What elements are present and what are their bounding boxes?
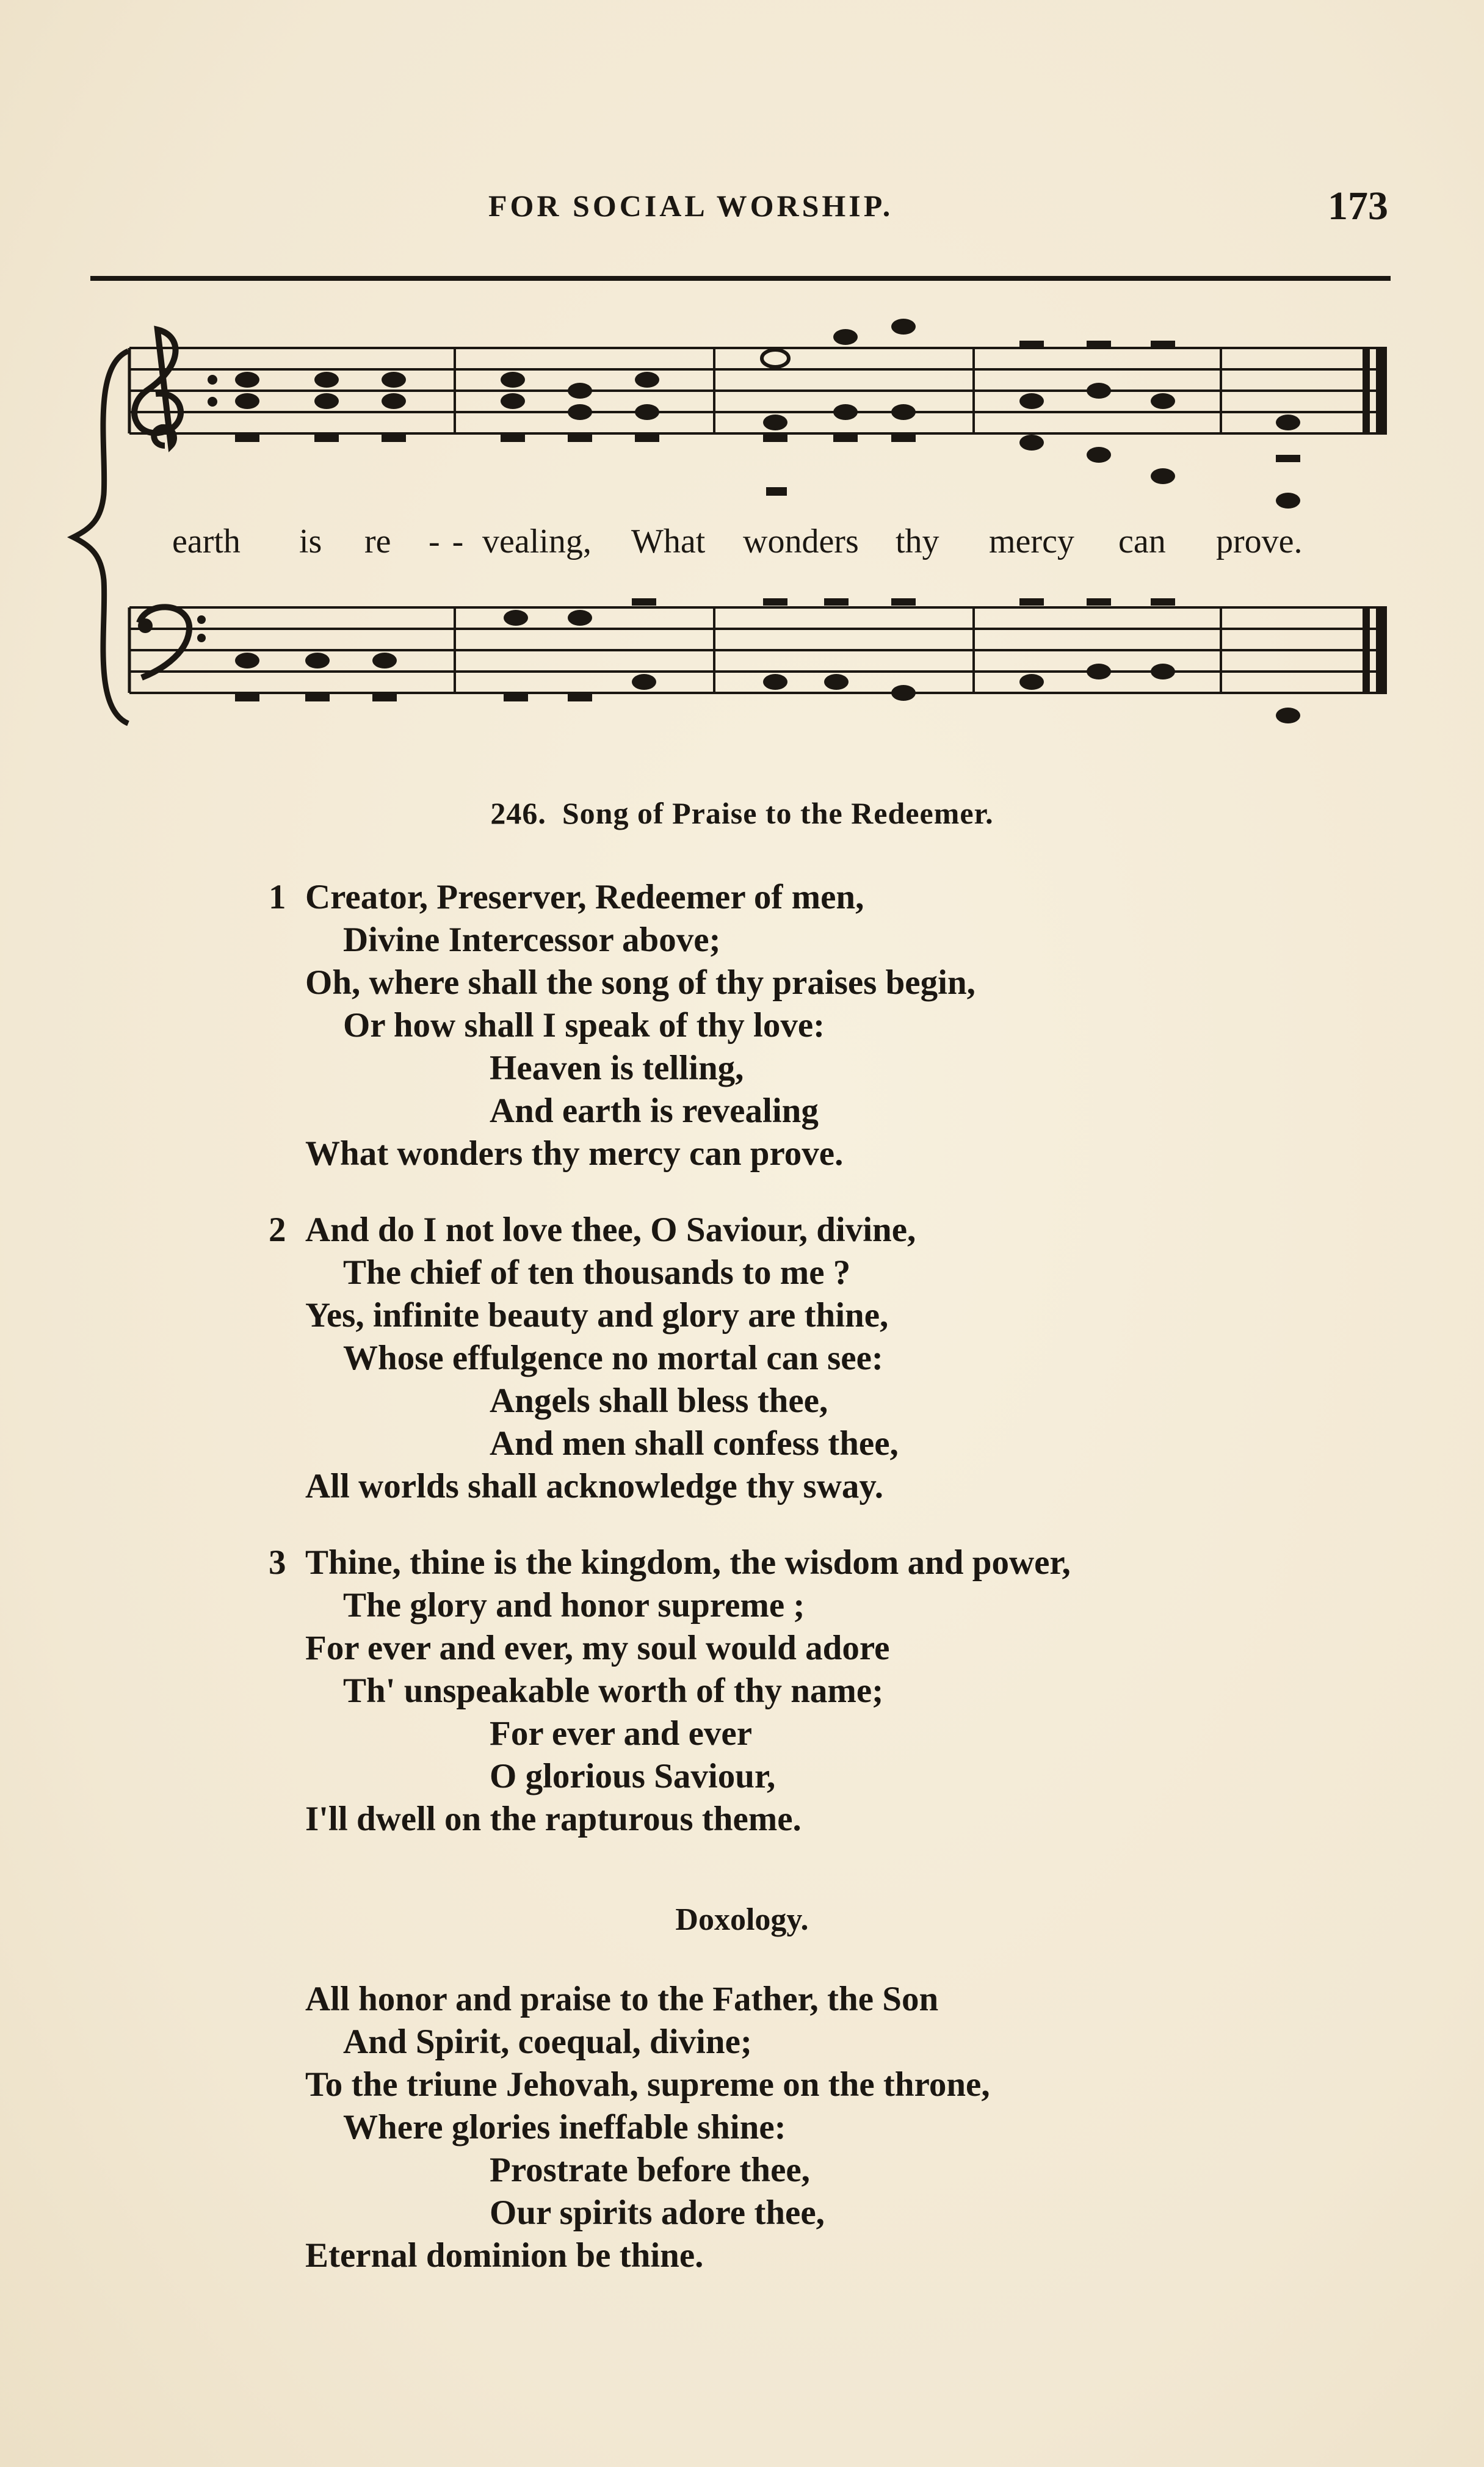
verse-line: And Spirit, coequal, divine;	[343, 2023, 752, 2061]
verse-line: To the triune Jehovah, supreme on the throne,	[305, 2065, 990, 2104]
verse-line: Yes, infinite beauty and glory are thine,	[305, 1296, 889, 1335]
lyric-word: thy	[896, 523, 939, 560]
lyric-word: is	[299, 523, 322, 560]
verse-line: Heaven is telling,	[490, 1049, 744, 1087]
lyric-word: prove.	[1216, 523, 1303, 560]
verse-line: And earth is revealing	[490, 1092, 819, 1130]
lyric-word: mercy	[989, 523, 1074, 560]
doxology-heading: Doxology.	[675, 1902, 809, 1937]
page-number: 173	[1328, 184, 1388, 228]
verse-line: Divine Intercessor above;	[343, 921, 721, 959]
verse-line: All honor and praise to the Father, the Son	[305, 1980, 939, 2018]
verse-line: Where glories ineffable shine:	[343, 2108, 786, 2146]
verse-line: Th' unspeakable worth of thy name;	[343, 1672, 884, 1710]
hymn-title: Song of Praise to the Redeemer.	[562, 796, 994, 830]
verse-line: Whose effulgence no mortal can see:	[343, 1339, 883, 1377]
treble-staff	[129, 348, 1387, 433]
running-title: FOR SOCIAL WORSHIP.	[488, 189, 894, 223]
verse-line: Prostrate before thee,	[490, 2151, 810, 2189]
verse-line: And do I not love thee, O Saviour, divine,	[305, 1211, 916, 1249]
verse-line: Or how shall I speak of thy love:	[343, 1006, 825, 1045]
verse-line: O glorious Saviour,	[490, 1757, 776, 1795]
hymn-number: 246.	[490, 796, 546, 830]
hymn-heading	[0, 795, 1484, 831]
stanza-number: 2	[269, 1211, 286, 1249]
brace-icon	[73, 351, 128, 723]
verse-line: Creator, Preserver, Redeemer of men,	[305, 878, 864, 916]
lyric-word: can	[1118, 523, 1166, 560]
lyric-word: wonders	[743, 523, 859, 560]
verse-line: The glory and honor supreme ;	[343, 1586, 805, 1625]
verse-line: Our spirits adore thee,	[490, 2193, 825, 2232]
stanza-number: 3	[269, 1543, 286, 1582]
verse-line: The chief of ten thousands to me ?	[343, 1253, 851, 1292]
verse-line: For ever and ever, my soul would adore	[305, 1629, 890, 1667]
lyric-word: earth	[172, 523, 241, 560]
running-head	[0, 183, 1484, 232]
verse-line: Oh, where shall the song of thy praises begin,	[305, 963, 975, 1002]
bass-clef-icon	[138, 607, 206, 678]
lyric-word: What	[631, 523, 706, 560]
verse-line: For ever and ever	[490, 1714, 753, 1753]
verse-line: What wonders thy mercy can prove.	[305, 1134, 844, 1173]
bass-staff	[129, 607, 1387, 693]
verse-line: All worlds shall acknowledge thy sway.	[305, 1467, 883, 1505]
verse-line: And men shall confess thee,	[490, 1424, 899, 1463]
verse-line: Angels shall bless thee,	[490, 1382, 828, 1420]
verse-line: Thine, thine is the kingdom, the wisdom and power,	[305, 1543, 1071, 1582]
lyric-word: - -	[429, 523, 464, 560]
bass-notes	[235, 598, 1300, 723]
verse-line: I'll dwell on the rapturous theme.	[305, 1800, 802, 1838]
header-rule	[90, 276, 1391, 281]
lyric-word: re	[364, 523, 391, 560]
stanza-number: 1	[269, 878, 286, 916]
verse-line: Eternal dominion be thine.	[305, 2236, 704, 2275]
lyric-word: vealing,	[482, 523, 592, 560]
